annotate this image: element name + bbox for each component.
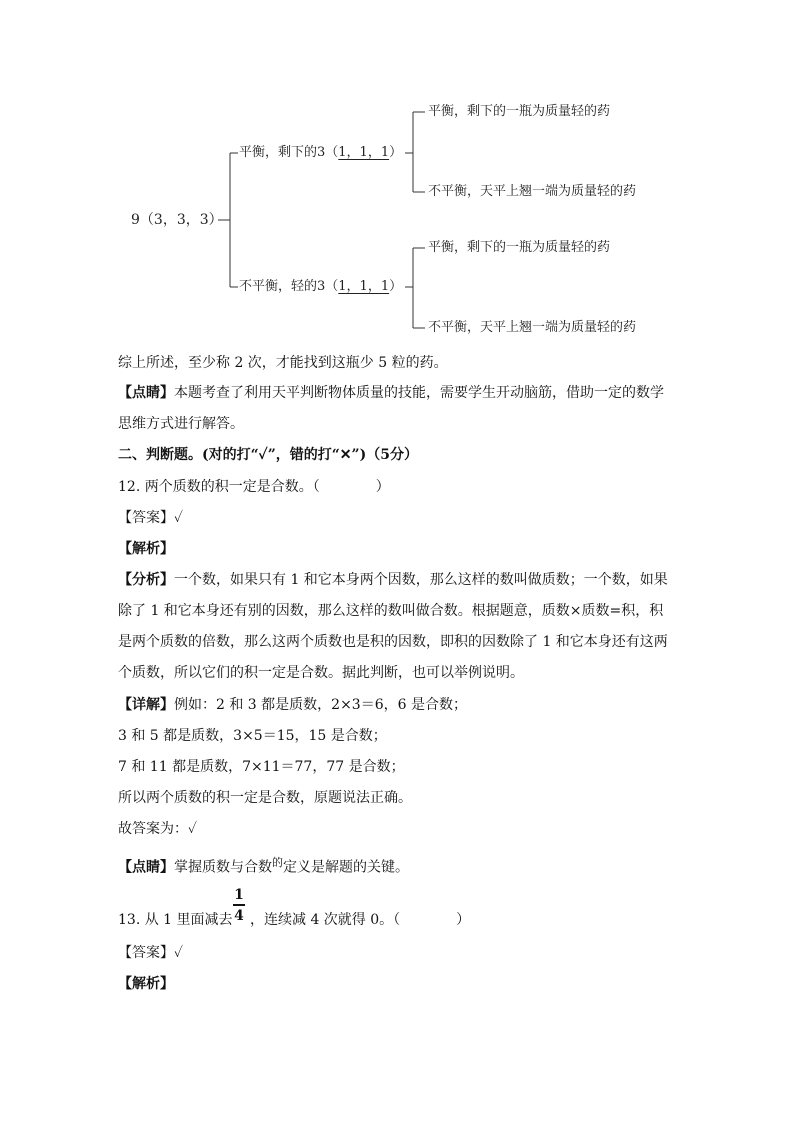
- comment2-text-a: 掌握质数与合数: [174, 859, 272, 876]
- comment2-line: [118, 853, 409, 878]
- question-12: 12. 两个质数的积一定是合数。（ ）: [118, 479, 390, 495]
- tree-leaf-3: 平衡，剩下的一瓶为质量轻的药: [428, 240, 611, 255]
- summary-line: 综上所述，至少称 2 次，才能找到这瓶少 5 粒的药。: [118, 355, 448, 371]
- comment2-text-b: 定义是解题的关键。: [283, 859, 409, 876]
- branch-unbalanced-suffix: ）: [389, 279, 403, 294]
- tree-connector-lines: [0, 0, 794, 350]
- q12-fenxi-line3: 是两个质数的倍数，那么这两个质数也是积的因数，即积的因数除了 1 和它本身还有这两: [118, 634, 668, 650]
- branch-balanced-prefix: 平衡，剩下的3（: [239, 145, 339, 160]
- q12-fenxi-line1: [118, 570, 668, 590]
- fraction-bar: [233, 904, 245, 906]
- q12-fenxi-line2: 除了 1 和它本身还有别的因数，那么这样的数叫做合数。根据题意，质数×质数=积，积: [118, 603, 664, 619]
- q12-final-answer: 故答案为：✓: [118, 821, 198, 837]
- q12-detail-line3: 7 和 11 都是质数，7×11＝77，77 是合数；: [118, 759, 405, 775]
- branch-unbalanced-nums: 1，1，1: [338, 279, 390, 294]
- question-13-suffix: ，连续减 4 次就得 0。（ ）: [250, 912, 471, 928]
- tree-leaf-1: 平衡，剩下的一瓶为质量轻的药: [428, 104, 611, 119]
- comment1-line1: [118, 383, 664, 403]
- comment2-sup: 的: [272, 856, 283, 869]
- q13-analysis-heading: 【解析】: [118, 976, 174, 992]
- branch-balanced-nums: 1，1，1: [338, 145, 390, 160]
- fraction-numerator: 1: [234, 887, 244, 903]
- q12-detail-line1: [118, 695, 467, 715]
- tree-root-label: 9（3，3，3）: [131, 212, 223, 228]
- branch-balanced-suffix: ）: [389, 145, 403, 160]
- q13-answer: 【答案】✓: [118, 945, 184, 961]
- fenxi-tag: 【分析】: [118, 572, 174, 588]
- tree-leaf-2: 不平衡，天平上翘一端为质量轻的药: [428, 184, 637, 199]
- tree-branch-unbalanced: [239, 279, 402, 295]
- fenxi-text-1: 一个数，如果只有 1 和它本身两个因数，那么这样的数叫做质数；一个数，如果: [174, 572, 668, 588]
- tree-branch-balanced: [239, 145, 402, 161]
- detail-tag: 【详解】: [118, 697, 174, 713]
- comment2-tag: 【点睛】: [118, 859, 174, 876]
- q12-detail-line4: 所以两个质数的积一定是合数，原题说法正确。: [118, 790, 412, 806]
- question-13-prefix: 13. 从 1 里面减去: [118, 912, 233, 928]
- comment1-line2: 思维方式进行解答。: [118, 416, 244, 432]
- q12-analysis-heading: 【解析】: [118, 541, 174, 557]
- q12-answer: 【答案】✓: [118, 510, 184, 526]
- weighing-tree-diagram: [0, 0, 794, 350]
- q12-fenxi-line4: 个质数，所以它们的积一定是合数。据此判断，也可以举例说明。: [118, 665, 524, 681]
- comment1-text-a: 本题考查了利用天平判断物体质量的技能，需要学生开动脑筋，借助一定的数学: [174, 385, 664, 401]
- tree-leaf-4: 不平衡，天平上翘一端为质量轻的药: [428, 320, 637, 335]
- comment1-tag: 【点睛】: [118, 385, 174, 401]
- q12-detail-line2: 3 和 5 都是质数，3×5＝15，15 是合数；: [118, 728, 387, 744]
- fraction-denominator: 4: [234, 907, 244, 924]
- detail-text-1: 例如：2 和 3 都是质数，2×3＝6，6 是合数；: [174, 697, 467, 713]
- section-heading: 二、判断题。(对的打“✓”，错的打“✕”)（5分）: [118, 447, 418, 463]
- branch-unbalanced-prefix: 不平衡，轻的3（: [239, 279, 339, 294]
- fraction-one-quarter: [233, 887, 245, 924]
